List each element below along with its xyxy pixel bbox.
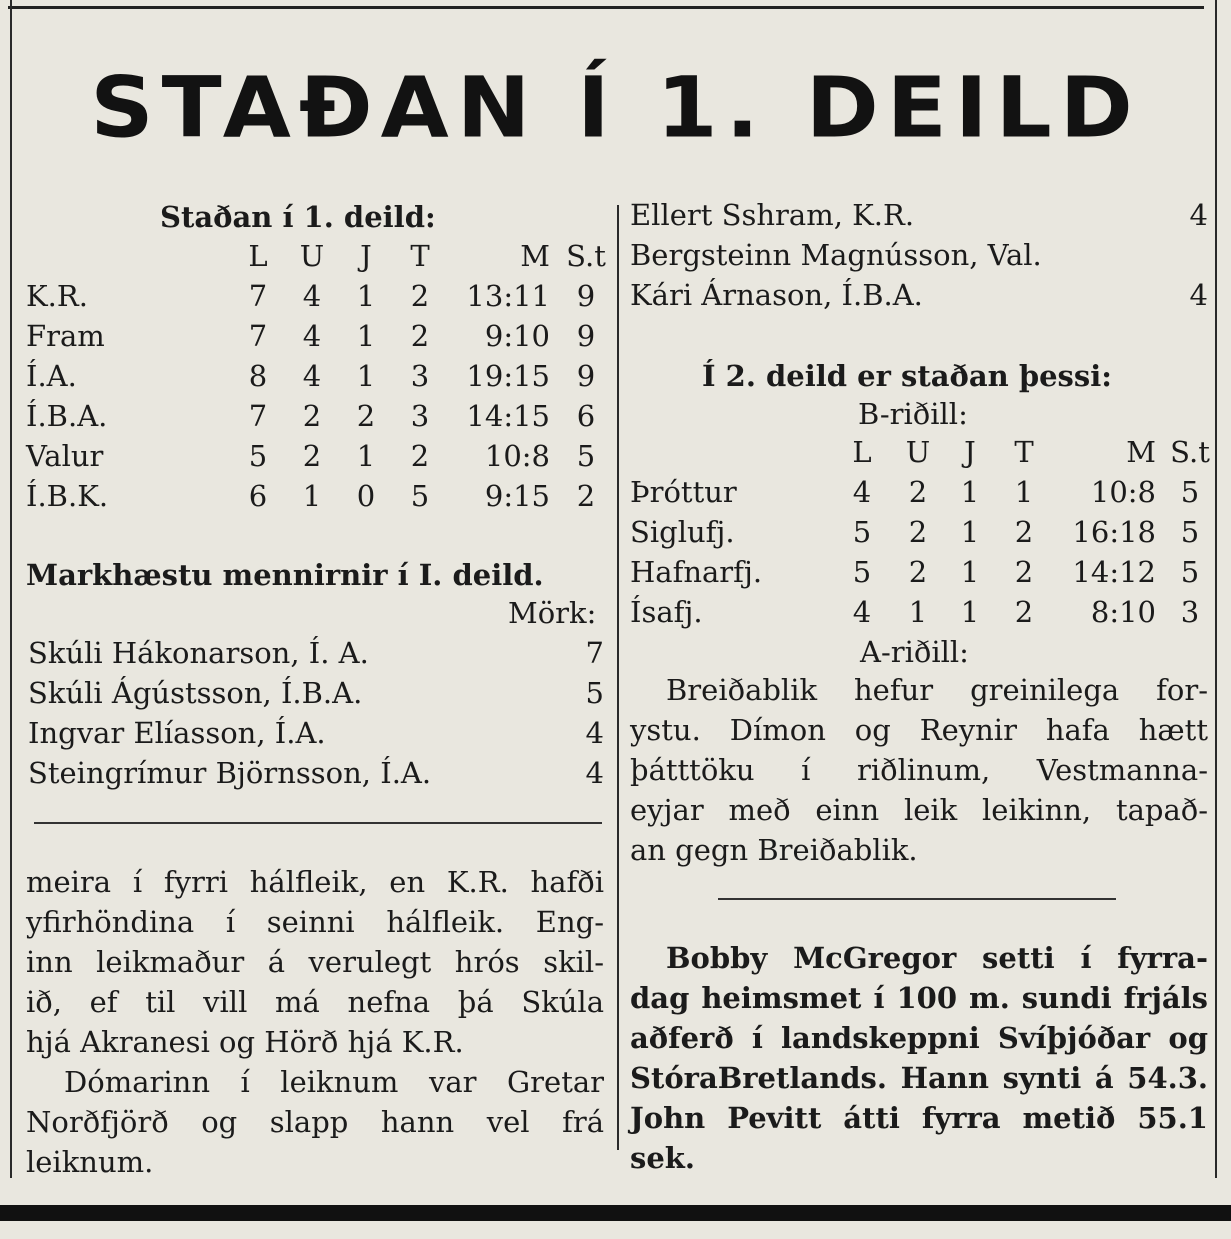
stat-cell: 1 [1014, 475, 1034, 509]
left-divider-rule [34, 822, 602, 824]
stat-cell: 3 [410, 399, 430, 433]
team-name: Í.B.A. [26, 399, 108, 433]
stat-cell: 7 [248, 399, 268, 433]
stat-cell: 1 [302, 479, 322, 513]
team-name: Þróttur [630, 475, 737, 509]
stat-cell: 7 [248, 279, 268, 313]
column-header: L [852, 435, 872, 469]
headline: STAÐAN Í 1. DEILD [90, 58, 1141, 157]
stat-cell: 2 [1014, 515, 1034, 549]
stat-cell: 2 [908, 555, 928, 589]
paragraph-line: Dómarinn í leiknum var Gretar [64, 1065, 604, 1099]
scorer-goals: 4 [585, 716, 604, 750]
table-row [0, 552, 1231, 592]
paragraph-line: aðferð í landskeppni Svíþjóðar og [630, 1021, 1208, 1055]
stat-cell: 9 [576, 279, 596, 313]
scorer-row [0, 713, 617, 753]
stat-cell: 2 [908, 475, 928, 509]
team-name: Í.B.K. [26, 479, 109, 513]
table-row [0, 592, 1231, 632]
stat-cell: 1 [356, 439, 376, 473]
scorer-goals: 4 [585, 756, 604, 790]
paragraph-line: meira í fyrri hálfleik, en K.R. hafði [26, 865, 604, 899]
team-name: K.R. [26, 279, 88, 313]
stat-cell: 0 [356, 479, 376, 513]
stat-cell: 1 [960, 475, 980, 509]
scorer-goals: 7 [585, 636, 604, 670]
stat-cell: 6 [248, 479, 268, 513]
paragraph-line: an gegn Breiðablik. [630, 833, 918, 867]
right-divider-rule [718, 898, 1116, 900]
team-name: Ísafj. [630, 595, 703, 629]
stat-cell: 4 [302, 319, 322, 353]
stat-cell: 5 [410, 479, 430, 513]
scorer-row [0, 753, 617, 793]
table-title: Staðan í 1. deild: [160, 200, 436, 234]
column-header: T [410, 239, 430, 273]
stat-cell: 8 [248, 359, 268, 393]
paragraph-line: Bobby McGregor setti í fyrra- [666, 941, 1208, 975]
scorers-header: Mörk: [508, 596, 597, 630]
team-name: Í.A. [26, 359, 77, 393]
paragraph-line: Breiðablik hefur greinilega for- [666, 673, 1208, 707]
column-header: L [248, 239, 268, 273]
stat-cell: 3 [410, 359, 430, 393]
stat-cell: 2 [302, 399, 322, 433]
stat-cell: 14:15 [466, 399, 550, 433]
stat-cell: 9:15 [484, 479, 550, 513]
column-header: M [520, 239, 550, 273]
stat-cell: 4 [302, 279, 322, 313]
scorer-name: Bergsteinn Magnússon, Val. [630, 238, 1042, 272]
stat-cell: 2 [908, 515, 928, 549]
paragraph-line: StóraBretlands. Hann synti á 54.3. [630, 1061, 1208, 1095]
div2-title: Í 2. deild er staðan þessi: [702, 359, 1112, 393]
stat-cell: 5 [1180, 555, 1200, 589]
paragraph-line: ið, ef til vill má nefna þá Skúla [26, 985, 604, 1019]
stat-cell: 1 [960, 595, 980, 629]
stat-cell: 2 [410, 439, 430, 473]
stat-cell: 19:15 [466, 359, 550, 393]
column-header: J [360, 239, 372, 273]
stat-cell: 1 [356, 319, 376, 353]
scorer-goals: 4 [1189, 198, 1208, 232]
stat-cell: 2 [356, 399, 376, 433]
stat-cell: 2 [1014, 555, 1034, 589]
scorer-name: Skúli Ágústsson, Í.B.A. [28, 676, 363, 710]
scorers-title: Markhæstu mennirnir í I. deild. [26, 558, 544, 592]
group-b-label: B-riðill: [858, 397, 968, 431]
scorer-name: Ingvar Elíasson, Í.A. [28, 716, 326, 750]
stat-cell: 6 [576, 399, 596, 433]
stat-cell: 5 [576, 439, 596, 473]
stat-cell: 2 [576, 479, 596, 513]
stat-cell: 16:18 [1072, 515, 1156, 549]
scorer-name: Ellert Sshram, K.R. [630, 198, 915, 232]
table-row [0, 472, 1231, 512]
team-name: Valur [26, 439, 104, 473]
paragraph-line: inn leikmaður á verulegt hrós skil- [26, 945, 604, 979]
paragraph-line: yfirhöndina í seinni hálfleik. Eng- [26, 905, 604, 939]
stat-cell: 9 [576, 359, 596, 393]
article-paragraph [26, 862, 604, 1062]
paragraph-line: Norðfjörð og slapp hann vel frá [26, 1105, 604, 1139]
stat-cell: 1 [356, 279, 376, 313]
column-header: U [299, 239, 325, 273]
stat-cell: 5 [1180, 475, 1200, 509]
stat-cell: 4 [852, 595, 872, 629]
stat-cell: 7 [248, 319, 268, 353]
scorer-name: Skúli Hákonarson, Í. A. [28, 636, 369, 670]
scorer-name: Kári Árnason, Í.B.A. [630, 278, 923, 312]
paragraph-line: dag heimsmet í 100 m. sundi frjáls [630, 981, 1208, 1015]
stat-cell: 14:12 [1072, 555, 1156, 589]
stat-cell: 5 [248, 439, 268, 473]
paragraph-line: sek. [630, 1141, 695, 1175]
bottom-rule [0, 1205, 1231, 1221]
group-a-paragraph [630, 670, 1208, 870]
group-a-label: A-riðill: [860, 635, 969, 669]
stat-cell: 1 [960, 555, 980, 589]
paragraph-line: eyjar með einn leik leikinn, tapað- [630, 793, 1208, 827]
referee-paragraph [26, 1062, 604, 1182]
stat-cell: 1 [356, 359, 376, 393]
stat-cell: 2 [410, 279, 430, 313]
scorer-goals: 5 [585, 676, 604, 710]
stat-cell: 13:11 [466, 279, 550, 313]
column-header: T [1014, 435, 1034, 469]
column-header: S.t [1170, 435, 1210, 469]
stat-cell: 9:10 [484, 319, 550, 353]
team-name: Fram [26, 319, 105, 353]
column-header: M [1126, 435, 1156, 469]
column-header: U [905, 435, 931, 469]
stat-cell: 10:8 [1090, 475, 1156, 509]
scorer-row [0, 673, 617, 713]
table-header-row [0, 432, 1231, 472]
scorer-name: Steingrímur Björnsson, Í.A. [28, 756, 432, 790]
paragraph-line: þátttöku í riðlinum, Vestmanna- [630, 753, 1208, 787]
stat-cell: 5 [852, 555, 872, 589]
stat-cell: 5 [852, 515, 872, 549]
paragraph-line: hjá Akranesi og Hörð hjá K.R. [26, 1025, 464, 1059]
paragraph-line: ystu. Dímon og Reynir hafa hætt [630, 713, 1208, 747]
table-row [0, 512, 1231, 552]
stat-cell: 10:8 [484, 439, 550, 473]
team-name: Hafnarfj. [630, 555, 763, 589]
stat-cell: 2 [1014, 595, 1034, 629]
column-header: J [964, 435, 976, 469]
stat-cell: 4 [852, 475, 872, 509]
stat-cell: 5 [1180, 515, 1200, 549]
stat-cell: 2 [410, 319, 430, 353]
paragraph-line: leiknum. [26, 1145, 154, 1179]
column-header: S.t [566, 239, 606, 273]
stat-cell: 2 [302, 439, 322, 473]
team-name: Siglufj. [630, 515, 735, 549]
news-paragraph [630, 938, 1208, 1178]
stat-cell: 3 [1180, 595, 1200, 629]
stat-cell: 9 [576, 319, 596, 353]
stat-cell: 1 [960, 515, 980, 549]
stat-cell: 4 [302, 359, 322, 393]
scorer-goals: 4 [1189, 278, 1208, 312]
stat-cell: 8:10 [1090, 595, 1156, 629]
stat-cell: 1 [908, 595, 928, 629]
paragraph-line: John Pevitt átti fyrra metið 55.1 [630, 1101, 1208, 1135]
